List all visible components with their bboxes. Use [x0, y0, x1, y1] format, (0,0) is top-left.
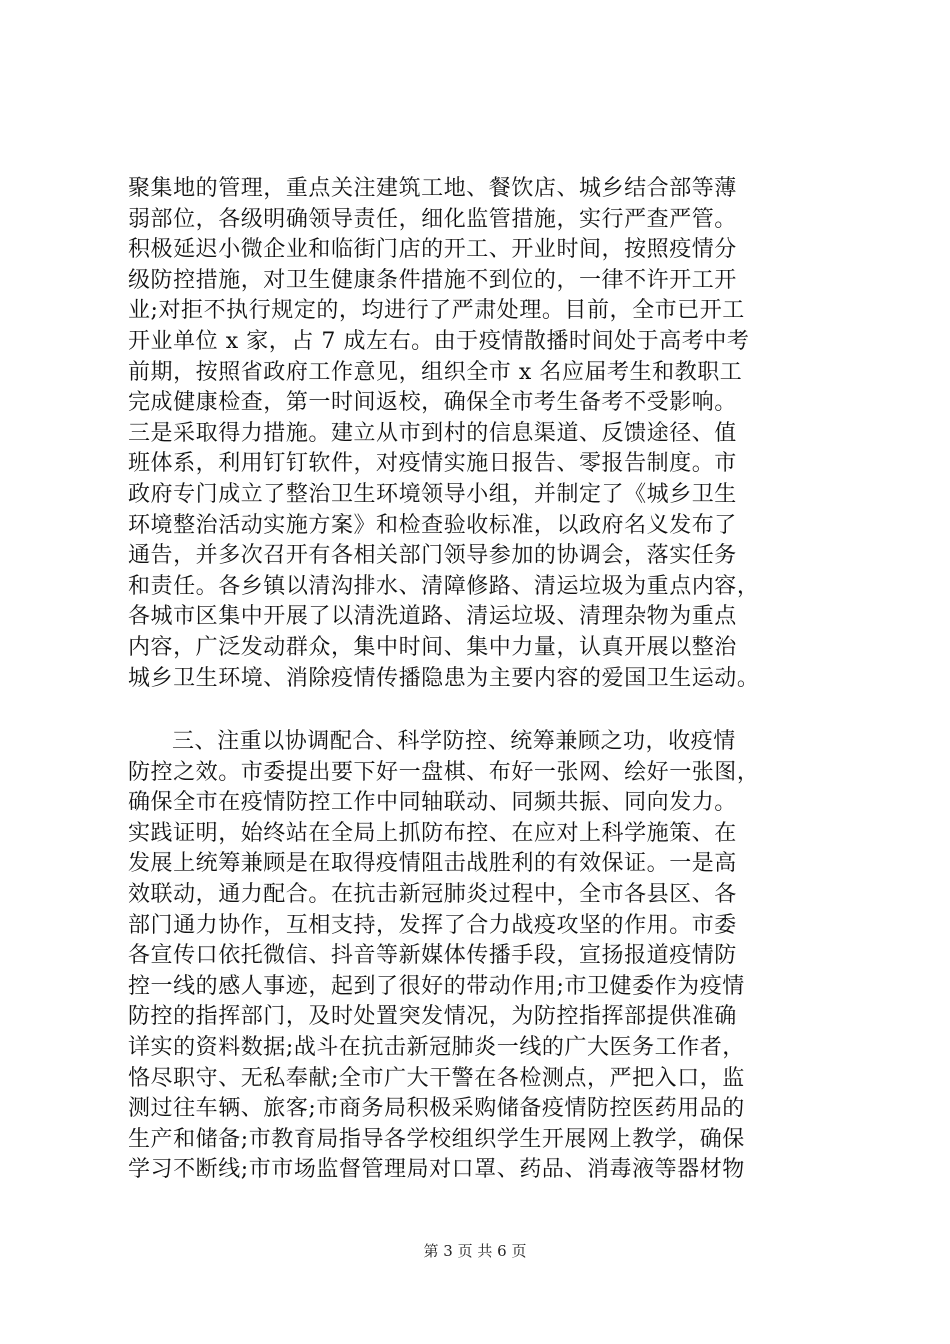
text-line: 各宣传口依托微信、抖音等新媒体传播手段，宣扬报道疫情防 — [128, 943, 737, 969]
text-line: 防控的指挥部门，及时处置突发情况，为防控指挥部提供准确 — [128, 1004, 737, 1030]
text-line: 城乡卫生环境、消除疫情传播隐患为主要内容的爱国卫生运动。 — [128, 665, 760, 691]
text-line: 详实的资料数据;战斗在抗击新冠肺炎一线的广大医务工作者， — [128, 1035, 745, 1061]
text-line: 积极延迟小微企业和临街门店的开工、开业时间，按照疫情分 — [128, 237, 737, 263]
text-line: 开业单位 x 家，占 7 成左右。由于疫情散播时间处于高考中考 — [128, 328, 750, 354]
text-line: 三、注重以协调配合、科学防控、统筹兼顾之功，收疫情 — [172, 729, 736, 755]
text-line: 和责任。各乡镇以清沟排水、清障修路、清运垃圾为重点内容， — [128, 573, 760, 599]
paragraph-2 — [128, 727, 828, 1186]
text-line: 实践证明，始终站在全局上抓防布控、在应对上科学施策、在 — [128, 820, 737, 846]
text-line: 班体系，利用钉钉软件，对疫情实施日报告、零报告制度。市 — [128, 451, 737, 477]
text-line: 效联动，通力配合。在抗击新冠肺炎过程中，全市各县区、各 — [128, 882, 737, 908]
text-line: 部门通力协作，互相支持，发挥了合力战疫攻坚的作用。市委 — [128, 912, 737, 938]
paragraph-1 — [128, 174, 828, 694]
text-line: 测过往车辆、旅客;市商务局积极采购储备疫情防控医药用品的 — [128, 1096, 745, 1122]
text-line: 学习不断线;市市场监督管理局对口罩、药品、消毒液等器材物 — [128, 1157, 745, 1183]
text-line: 生产和储备;市教育局指导各学校组织学生开展网上教学，确保 — [128, 1126, 745, 1152]
text-line: 确保全市在疫情防控工作中同轴联动、同频共振、同向发力。 — [128, 790, 737, 816]
page-footer: 第 3 页 共 6 页 — [423, 1242, 527, 1260]
text-line: 业;对拒不执行规定的，均进行了严肃处理。目前，全市已开工 — [128, 298, 745, 324]
text-line: 内容，广泛发动群众，集中时间、集中力量，认真开展以整治 — [128, 634, 737, 660]
text-line: 防控之效。市委提出要下好一盘棋、布好一张网、绘好一张图， — [128, 759, 760, 785]
text-line: 级防控措施，对卫生健康条件措施不到位的，一律不许开工开 — [128, 267, 737, 293]
text-line: 聚集地的管理，重点关注建筑工地、餐饮店、城乡结合部等薄 — [128, 176, 737, 201]
text-line: 前期，按照省政府工作意见，组织全市 x 名应届考生和教职工 — [128, 359, 743, 385]
text-line: 环境整治活动实施方案》和检查验收标准，以政府名义发布了 — [128, 512, 737, 538]
text-line: 各城市区集中开展了以清洗道路、清运垃圾、清理杂物为重点 — [128, 604, 737, 630]
text-line: 弱部位，各级明确领导责任，细化监管措施，实行严查严管。 — [128, 206, 737, 232]
text-line: 控一线的感人事迹，起到了很好的带动作用;市卫健委作为疫情 — [128, 973, 745, 999]
text-line: 通告，并多次召开有各相关部门领导参加的协调会，落实任务 — [128, 543, 737, 569]
text-line: 发展上统筹兼顾是在取得疫情阻击战胜利的有效保证。一是高 — [128, 851, 737, 877]
paragraph-gap — [128, 694, 828, 727]
text-line: 政府专门成立了整治卫生环境领导小组，并制定了《城乡卫生 — [128, 481, 737, 507]
text-line: 完成健康检查，第一时间返校，确保全市考生备考不受影响。 — [128, 390, 737, 416]
text-line: 恪尽职守、无私奉献;全市广大干警在各检测点，严把入口，监 — [128, 1065, 745, 1091]
body-text — [128, 174, 828, 1186]
text-line: 三是采取得力措施。建立从市到村的信息渠道、反馈途径、值 — [128, 420, 737, 446]
